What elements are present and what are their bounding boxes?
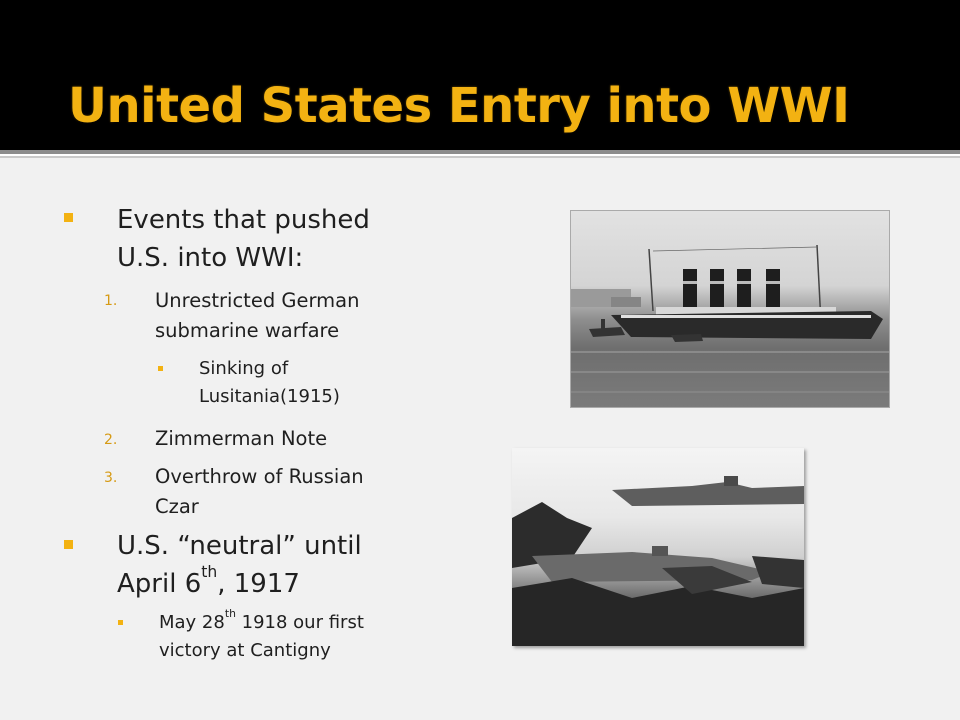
sub-item-text: Sinking of [199, 358, 289, 379]
list-item-text: submarine warfare [155, 319, 340, 342]
bullet-square-icon [64, 213, 73, 222]
bullet-text: Events that pushed [117, 205, 370, 235]
sub-item-text: victory at Cantigny [159, 640, 331, 661]
list-item-text: Overthrow of Russian [155, 465, 364, 488]
bullet-text: U.S. into WWI: [117, 243, 304, 273]
bullet-text: U.S. “neutral” until [117, 531, 362, 561]
list-number: 3. [104, 470, 118, 486]
submarine-wreck-photo [512, 448, 804, 646]
list-number: 1. [104, 293, 118, 309]
bullet-square-icon [64, 540, 73, 549]
bullet-text: April 6th, 1917 [117, 562, 300, 599]
slide-title: United States Entry into WWI [68, 78, 850, 134]
list-item-text: Unrestricted German [155, 289, 360, 312]
list-item-text: Czar [155, 495, 199, 518]
list-item-text: Zimmerman Note [155, 427, 328, 450]
sub-item-text: Lusitania(1915) [199, 386, 340, 407]
sub-bullet-icon [118, 620, 123, 625]
sub-item-text: May 28th 1918 our first [159, 607, 364, 633]
sub-bullet-icon [158, 366, 163, 371]
ocean-liner-photo [570, 210, 890, 408]
list-number: 2. [104, 432, 118, 448]
